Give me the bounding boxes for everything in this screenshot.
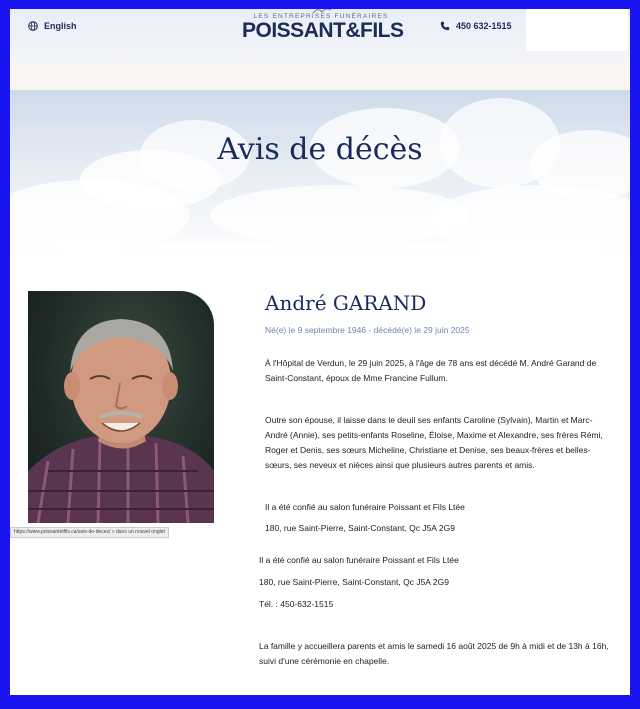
deceased-name: André GARAND (265, 291, 427, 315)
language-switch[interactable] (28, 21, 77, 31)
paragraph-visitation: La famille y accueillera parents et amis le samedi 16 août 2025 de 9h à midi et de 13h à 16h, suivi d'une cérémonie en chapelle. (259, 641, 609, 666)
logo-subtitle: LES ENTREPRISES FUNÉRAIRES (253, 13, 389, 20)
portrait-photo (28, 291, 214, 523)
salon-address: 180, rue Saint-Pierre, Saint-Constant, Qc J5A 2G9 (265, 523, 455, 533)
phone-icon (440, 21, 450, 31)
page-title: Avis de décès (217, 132, 423, 167)
phone-link[interactable] (440, 21, 512, 31)
site-header (10, 9, 630, 62)
portrait-icon (28, 291, 214, 523)
salon-info-2: Il a été confié au salon funéraire Poissant et Fils Ltée (259, 555, 459, 565)
globe-icon (28, 21, 38, 31)
language-label: English (44, 21, 77, 31)
paragraph-announcement: À l'Hôpital de Verdun, le 29 juin 2025, à l'âge de 78 ans est décédé M. André Garand de Saint-Constant, époux de Mme Francine Fullum. (265, 358, 597, 383)
phone-number: 450 632-1515 (456, 21, 512, 31)
salon-info: Il a été confié au salon funéraire Poissant et Fils Ltée (265, 502, 465, 512)
page (10, 9, 630, 695)
salon-address-2: 180, rue Saint-Pierre, Saint-Constant, Qc J5A 2G9 (259, 577, 449, 587)
salon-phone: Tél. : 450-632-1515 (259, 599, 334, 609)
hero-banner (10, 90, 630, 250)
bird-icon (312, 9, 332, 15)
site-logo[interactable] (242, 13, 404, 42)
header-action-area[interactable] (526, 9, 628, 51)
logo-name: POISSANT&FILS (242, 19, 404, 42)
paragraph-survivors: Outre son épouse, il laisse dans le deuil ses enfants Caroline (Sylvain), Martin et Marc-André (Annie), ses petits-enfants Roseline, Éloise, Maxime et Alexandre, ses frères Rémi, Roger et Denis, ses sœurs Micheline, Christiane et Denise, ses beaux-frères et belles-sœurs, ses neveux et nièces ainsi que plusieurs autres parents et amis. (265, 415, 603, 470)
link-status-tooltip: https://www.poissantetfils.ca/avis-de-deces/ » dans un nouvel onglet (10, 527, 169, 538)
nav-strip (10, 62, 630, 90)
birth-death-dates: Né(e) le 9 septembre 1946 - décédé(e) le 29 juin 2025 (265, 325, 470, 335)
